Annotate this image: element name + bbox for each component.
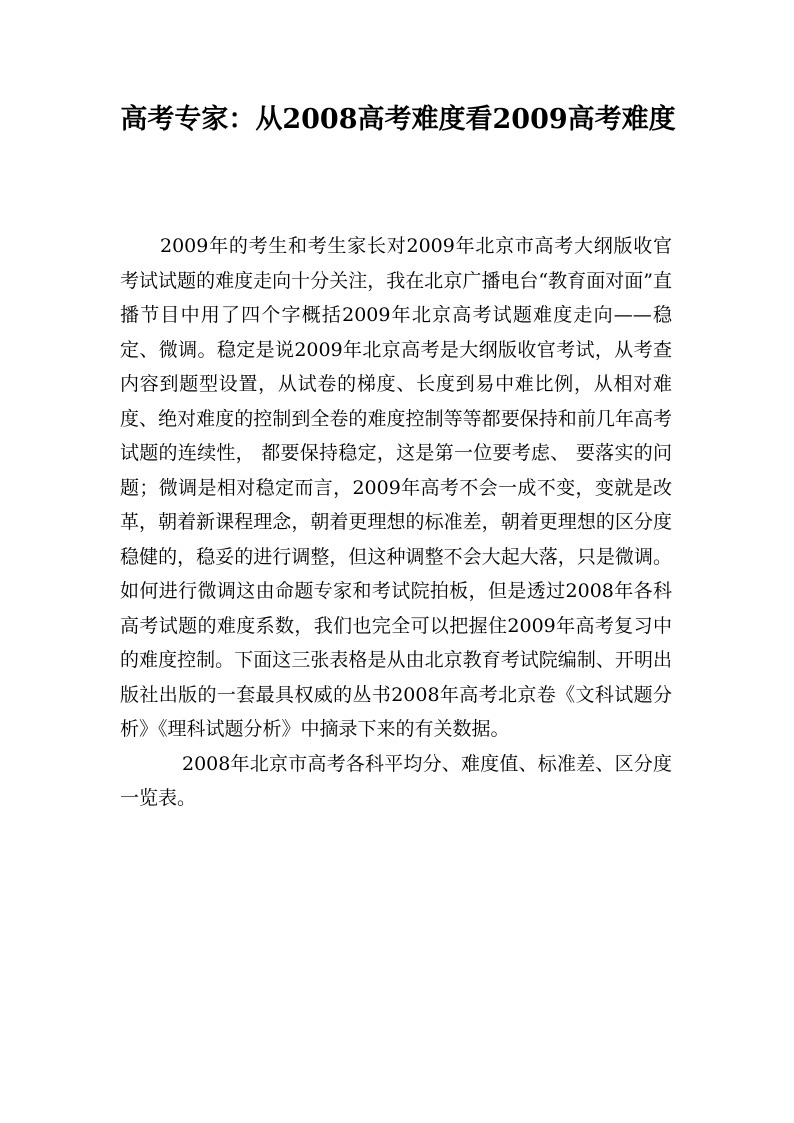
document-body bbox=[120, 229, 672, 816]
document-title: 高考专家：从2008高考难度看2009高考难度 bbox=[120, 104, 676, 135]
body-paragraph: 2009年的考生和考生家长对2009年北京市高考大纲版收官考试试题的难度走向十分关注，我在北京广播电台“教育面对面”直播节目中用了四个字概括2009年北京高考试题难度走向——稳定、微调。稳定是说2009年北京高考是大纲版收官考试，从考查内容到题型设置，从试卷的梯度、长度到易中难比例，从相对难度、绝对难度的控制到全卷的难度控制等等都要保持和前几年高考试题的连续性， 都要保持稳定，这是第一位要考虑、 要落实的问题；微调是相对稳定而言，2009年高考不会一成不变，变就是改革，朝着新课程理念，朝着更理想的标准差，朝着更理想的区分度稳健的，稳妥的进行调整，但这种调整不会大起大落，只是微调。如何进行微调这由命题专家和考试院拍板，但是透过2008年各科高考试题的难度系数，我们也完全可以把握住2009年高考复习中的难度控制。下面这三张表格是从由北京教育考试院编制、开明出版社出版的一套最具权威的丛书2008年高考北京卷《文科试题分析》《理科试题分析》中摘录下来的有关数据。 bbox=[120, 235, 672, 740]
table-caption-paragraph: 2008年北京市高考各科平均分、难度值、标准差、区分度一览表。 bbox=[120, 752, 672, 809]
